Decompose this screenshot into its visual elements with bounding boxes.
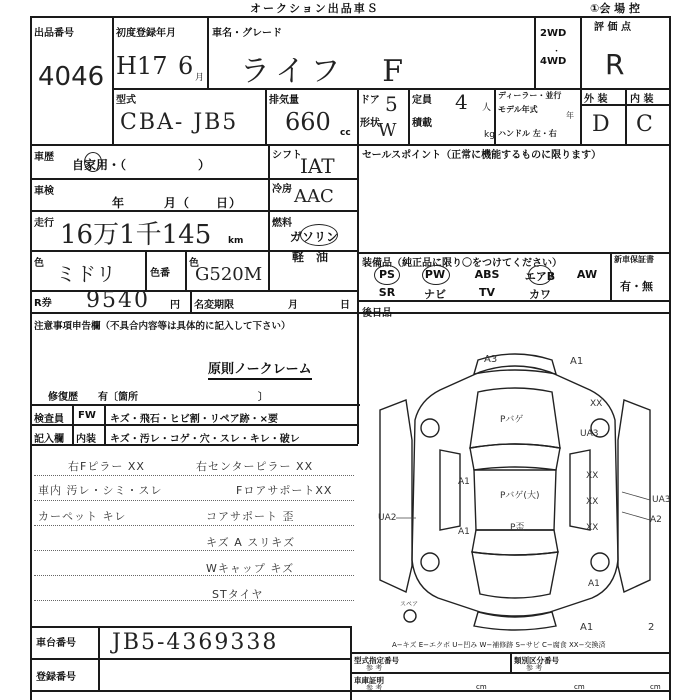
capacity-value: 4 xyxy=(455,90,468,114)
cc-unit: cc xyxy=(340,128,351,138)
drive-2wd-label: 2WD xyxy=(540,28,567,39)
class-no-ref: 参 考 xyxy=(526,664,543,672)
equip-pw-circle xyxy=(422,265,450,285)
exterior-label: 外 装 xyxy=(584,94,608,105)
name-deadline-label: 名変期限 xyxy=(194,300,234,311)
note-right-4: キズ A スリキズ xyxy=(206,536,296,549)
chassis-no-value: JB5-4369338 xyxy=(112,630,279,655)
drive-4wd-label: 4WD xyxy=(540,56,567,67)
type-cert-ref: 参 考 xyxy=(366,664,383,672)
color-code-label: 色 xyxy=(189,258,199,269)
recycle-yen: 円 xyxy=(170,300,180,311)
equip-airbag-circle xyxy=(528,265,552,285)
mileage-label: 走行 xyxy=(34,218,54,229)
entry-label: 記入欄 xyxy=(34,434,64,445)
first-reg-month: 6 xyxy=(178,52,194,80)
load-label: 積載 xyxy=(412,118,432,129)
reg-plate-ref: 参 考 xyxy=(366,684,383,692)
mark-xx-1: XX xyxy=(590,399,603,409)
lot-no-value: 4046 xyxy=(38,62,105,92)
car-damage-diagram xyxy=(360,330,670,640)
cm-1: cm xyxy=(476,683,487,691)
equip-ps-circle xyxy=(374,265,400,285)
interior-grade-value: C xyxy=(636,112,653,137)
model-year-label: モデル年式 xyxy=(498,105,538,114)
mark-hood: Pバゲ xyxy=(500,415,524,425)
cm-3: cm xyxy=(650,683,661,691)
mark-a2-right: A2 xyxy=(650,515,662,525)
mark-xx-3: XX xyxy=(586,497,599,507)
lot-no-label: 出品番号 xyxy=(34,28,74,39)
note-right-3: コアサポート 歪 xyxy=(206,510,295,523)
equip-abs: ABS xyxy=(474,268,500,281)
inspector-label: 検査員 xyxy=(34,414,64,425)
type-cert-label: 型式指定番号 xyxy=(354,656,399,665)
equip-navi: ナビ xyxy=(424,288,446,301)
color-value: ミドリ xyxy=(56,262,116,286)
aircon-label: 冷房 xyxy=(272,184,292,195)
model-type-value: CBA- JB5 xyxy=(120,110,239,135)
mark-roof: Pバゲ(大) xyxy=(500,491,540,501)
displacement-label: 排気量 xyxy=(269,95,299,106)
first-reg-month-unit: 月 xyxy=(195,73,205,83)
inspector-row2: キズ・汚レ・コゲ・穴・スレ・キレ・破レ xyxy=(110,434,300,445)
color-label: 色 xyxy=(34,258,44,269)
warranty-label: 新車保証書 xyxy=(614,255,654,264)
equip-ps: PS xyxy=(379,268,395,281)
recycle-label: R券 xyxy=(34,298,52,309)
load-unit: kg xyxy=(484,130,495,140)
recycle-value: 9540 xyxy=(86,288,150,313)
shift-value: IAT xyxy=(300,154,335,178)
header-title: オークション出品車Ｓ xyxy=(250,2,380,15)
equip-tv: TV xyxy=(478,286,496,299)
mark-xx-4: XX xyxy=(586,523,599,533)
model-type-label: 型式 xyxy=(116,95,136,106)
model-grade-label: 車名・グレード xyxy=(212,28,282,39)
fuel-gasoline: ガソリン xyxy=(290,230,339,244)
rating-value: R xyxy=(605,48,625,81)
fuel-label: 燃料 xyxy=(272,218,292,229)
interior-label: 内 装 xyxy=(630,94,654,105)
equipment-label: 装備品（純正品に限り〇をつけてください） xyxy=(362,258,562,269)
legend: A−キズ E−エクボ U−凹み W−補修跡 S−サビ C−腐食 XX−交換済 xyxy=(392,641,606,649)
model-name-value: ライフ F xyxy=(240,54,410,89)
usage-value: 自家用・（ ） xyxy=(72,158,211,172)
fuel-diesel: 軽 油 xyxy=(292,250,329,264)
mark-xx-2: XX xyxy=(586,471,599,481)
color-code-value: G520M xyxy=(195,264,263,285)
aircon-value: AAC xyxy=(294,186,334,207)
note-right-5: Wキャップ キズ xyxy=(206,562,295,575)
capacity-label: 定員 xyxy=(412,95,432,106)
equip-sr: SR xyxy=(378,286,396,299)
doors-value: 5 xyxy=(385,92,398,116)
rear-goods-label: 後日品 xyxy=(362,308,392,319)
mark-two-bottom: 2 xyxy=(648,622,655,633)
mark-ua3: UA3 xyxy=(580,429,599,439)
first-reg-era: H17 xyxy=(116,52,168,80)
first-reg-label: 初度登録年月 xyxy=(116,28,176,39)
mark-ua2-left: UA2 xyxy=(378,513,397,523)
mark-a1-bottom: A1 xyxy=(580,622,594,633)
usage-circle xyxy=(84,152,102,172)
shape-value: W xyxy=(378,120,397,141)
reg-plate-label: 車庫証明 xyxy=(354,676,384,685)
usage-label: 車歴 xyxy=(34,152,54,163)
note-left-3: カーペット キレ xyxy=(38,510,127,523)
doors-label: ドア xyxy=(360,95,380,106)
fuel-circle xyxy=(300,224,338,246)
venue-label: ①会 場 控 xyxy=(590,2,640,15)
warranty-value: 有・無 xyxy=(620,280,653,293)
shape-label: 形状 xyxy=(360,118,380,129)
class-no-label: 類別区分番号 xyxy=(514,656,559,665)
notes-claim: 原則ノークレーム xyxy=(208,358,312,380)
mileage-value: 16万1千145 xyxy=(60,220,212,250)
color-no-label: 色番 xyxy=(150,268,170,279)
note-right-2: FロアサポートXX xyxy=(236,484,333,497)
note-right-6: STタイヤ xyxy=(212,588,264,601)
dealer-label: ディーラー・並行 xyxy=(498,91,562,100)
notes-label: 注意事項申告欄（不具合内容等は具体的に記入して下さい） xyxy=(34,321,291,332)
note-left-2: 車内 汚レ・シミ・スレ xyxy=(38,484,163,497)
km-unit: km xyxy=(228,236,244,246)
note-right-1: 右センターピラー XX xyxy=(196,460,314,473)
rating-label: 評 価 点 xyxy=(594,22,631,33)
handle-label: ハンドル 左・右 xyxy=(498,129,557,138)
capacity-unit: 人 xyxy=(482,103,492,113)
mark-a1-rear-right: A1 xyxy=(588,579,600,589)
displacement-value: 660 xyxy=(285,108,331,136)
name-deadline-day: 日 xyxy=(340,300,350,311)
exterior-grade-value: D xyxy=(592,112,610,137)
reg-no-label: 登録番号 xyxy=(36,672,76,683)
shift-label: シフト xyxy=(272,150,302,161)
equip-pw: PW xyxy=(424,268,446,281)
mark-a1-left-front: A1 xyxy=(458,477,470,487)
equip-airbag: エアB xyxy=(524,270,556,283)
mark-a3-top: A3 xyxy=(484,354,498,365)
chassis-no-label: 車台番号 xyxy=(36,638,76,649)
fw-label: FW xyxy=(78,410,96,421)
mark-ua3-right: UA3 xyxy=(652,495,670,505)
mark-spare: スペア xyxy=(400,601,419,608)
name-deadline-month: 月 xyxy=(288,300,298,311)
mark-a1-top: A1 xyxy=(570,356,584,367)
mark-trunk: P歪 xyxy=(510,523,525,533)
mark-a1-left-rear: A1 xyxy=(458,527,470,537)
note-left-1: 右Fピラー XX xyxy=(68,460,145,473)
naisou-label: 内装 xyxy=(76,434,96,445)
equip-leather: カワ xyxy=(529,288,551,301)
selling-points-label: セールスポイント（正常に機能するものに限ります） xyxy=(362,150,602,161)
cm-2: cm xyxy=(574,683,585,691)
inspection-label: 車検 xyxy=(34,186,54,197)
year-unit: 年 xyxy=(566,111,574,120)
inspection-value: 年 月（ 日） xyxy=(112,196,243,210)
inspector-row1: キズ・飛石・ヒビ割・リペア跡・×要 xyxy=(110,414,278,425)
repair-history: 修復歴 有〔箇所 〕 xyxy=(48,392,268,403)
equip-aw: AW xyxy=(576,268,598,281)
